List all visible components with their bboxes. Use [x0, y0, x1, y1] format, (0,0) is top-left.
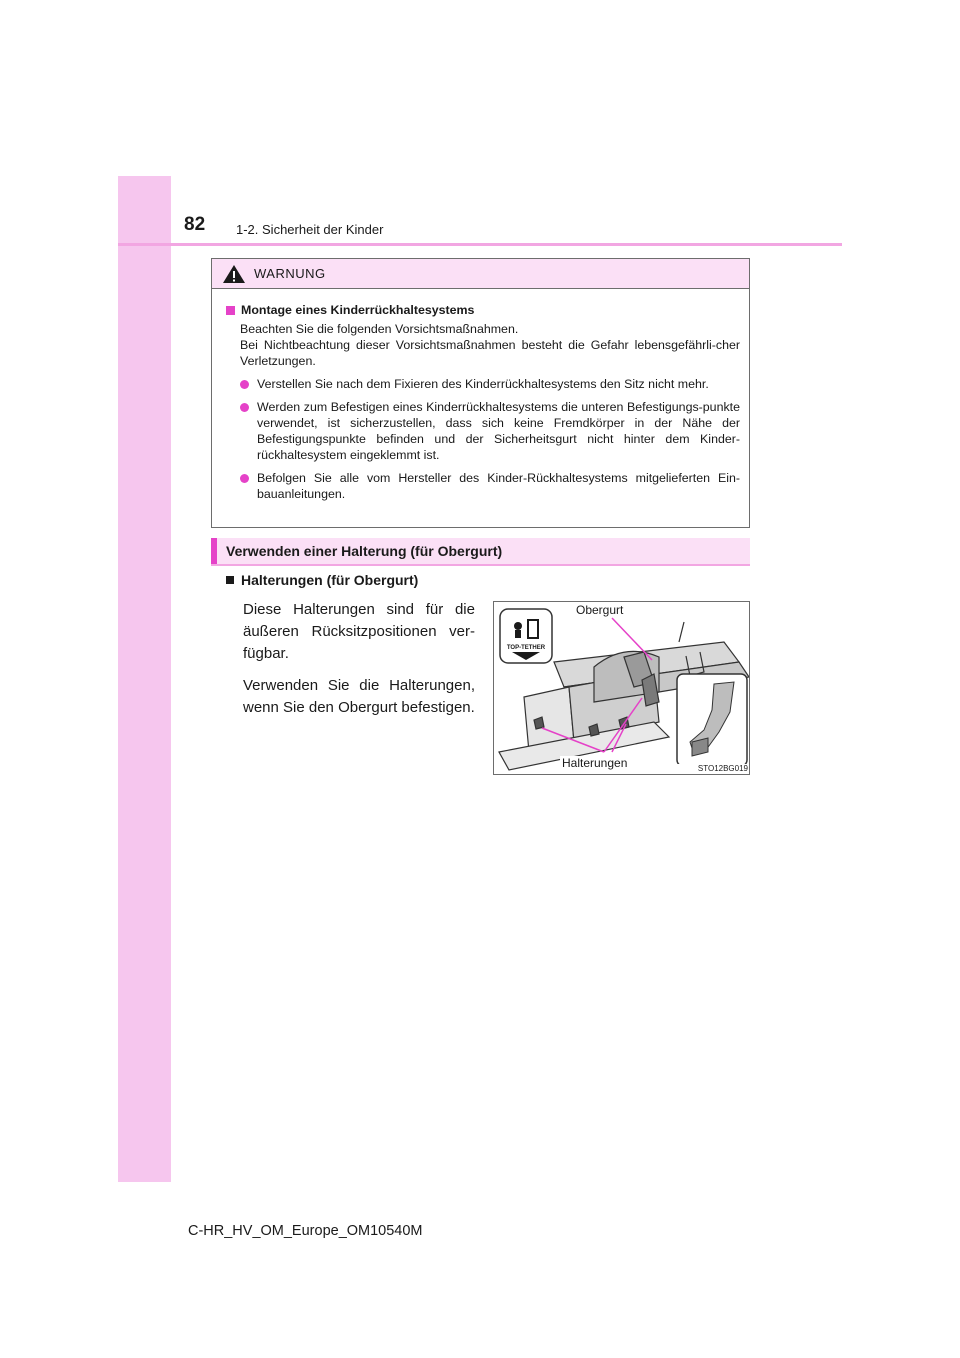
document-id: C-HR_HV_OM_Europe_OM10540M — [188, 1223, 423, 1239]
body-text — [243, 599, 475, 729]
warning-list — [226, 376, 740, 502]
square-bullet-icon — [226, 306, 235, 315]
square-bullet-icon — [226, 576, 234, 584]
warning-box — [211, 258, 750, 528]
section-heading-bar — [211, 538, 750, 566]
page-number: 82 — [184, 214, 206, 235]
figure-label-top: Obergurt — [576, 603, 624, 617]
warning-header — [212, 259, 749, 289]
figure-illustration — [493, 601, 750, 775]
section-heading: Verwenden einer Halterung (für Obergurt) — [226, 543, 503, 559]
warning-list-item: Befolgen Sie alle vom Hersteller des Kinder-Rückhaltesystems mitgelieferten Ein-bauanleitungen. — [226, 470, 740, 502]
figure-code: STO12BG019 — [666, 764, 750, 775]
circle-bullet-icon — [240, 380, 249, 389]
body-paragraph: Verwenden Sie die Halterungen, wenn Sie den Obergurt befestigen. — [243, 677, 475, 716]
warning-triangle-icon — [222, 264, 246, 284]
rear-seat-illustration — [494, 602, 750, 775]
body-paragraph: Diese Halterungen sind für die äußeren Rücksitzpositionen ver-fügbar. — [243, 601, 475, 662]
warning-list-item: Verstellen Sie nach dem Fixieren des Kinderrückhaltesystems den Sitz nicht mehr. — [226, 376, 740, 392]
warning-body — [212, 289, 749, 502]
circle-bullet-icon — [240, 474, 249, 483]
section-heading-accent — [211, 538, 217, 564]
subheading-text: Halterungen (für Obergurt) — [241, 572, 419, 588]
warning-title: Montage eines Kinderrückhaltesystems — [241, 303, 475, 317]
warning-list-item: Werden zum Befestigen eines Kinderrückhaltesystems die unteren Befestigungs-punkte verwendet, ist sicherzustellen, dass sich keine Fremdkörper in der Nähe der Befestigungspunkte befinden und der Sicherheitsgurt nicht hinter dem Kinder-rückhaltesystem eingeklemmt ist. — [226, 399, 740, 463]
warning-title-row — [226, 302, 740, 318]
section-title: 1-2. Sicherheit der Kinder — [236, 222, 384, 237]
top-tether-badge-text: TOP-TETHER — [506, 645, 546, 651]
warning-intro — [226, 321, 740, 369]
warning-label: WARNUNG — [254, 266, 326, 281]
warning-intro-text: Beachten Sie die folgenden Vorsichtsmaßnahmen. Bei Nichtbeachtung dieser Vorsichtsmaßnahmen besteht die Gefahr lebensgefährli-cher Verletzungen. — [240, 322, 740, 368]
circle-bullet-icon — [240, 403, 249, 412]
side-tab-strip — [118, 176, 171, 1182]
header-divider — [118, 243, 842, 246]
figure-label-bottom: Halterungen — [562, 756, 628, 770]
subheading — [226, 572, 418, 588]
